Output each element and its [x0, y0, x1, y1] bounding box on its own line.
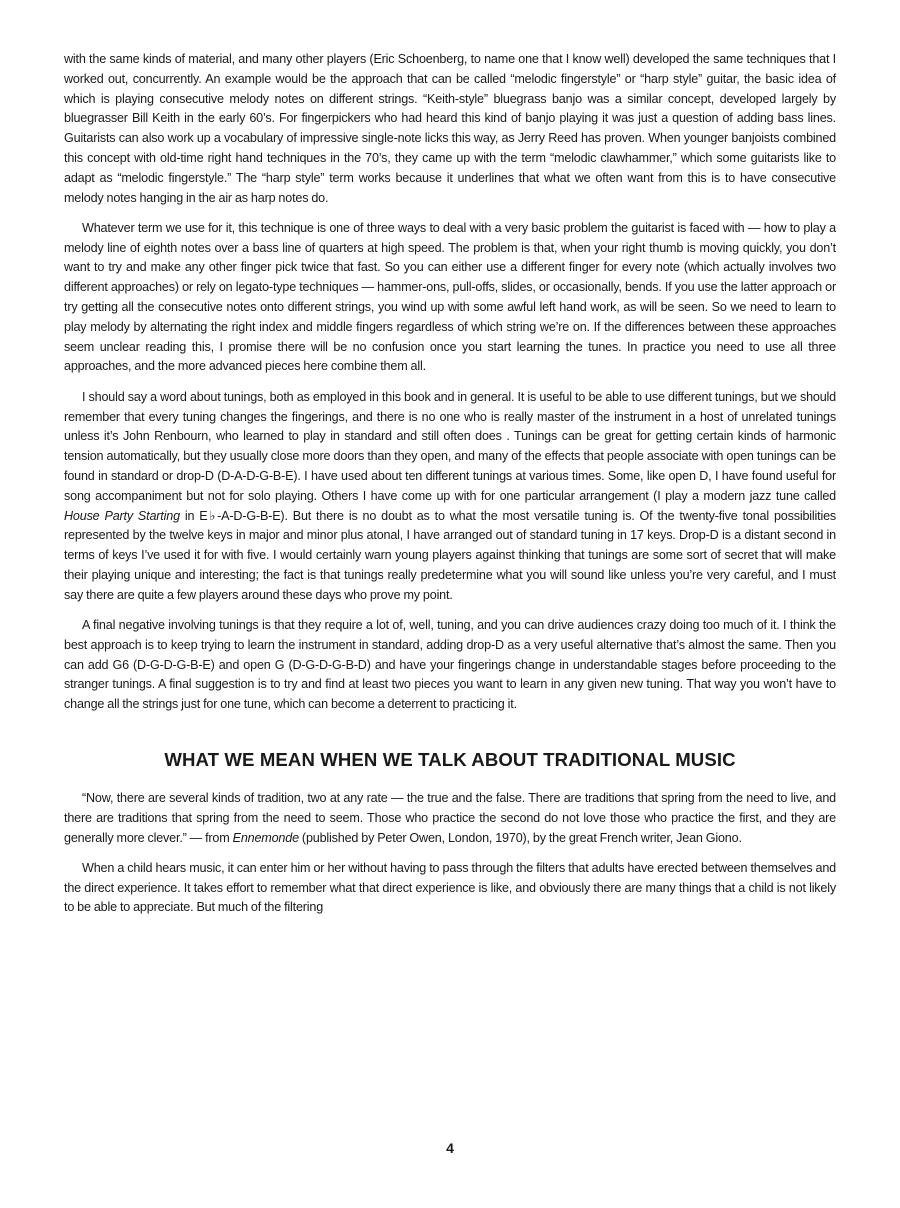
quote-paragraph	[64, 789, 836, 848]
page-number: 4	[446, 1140, 454, 1156]
quote-text-after: (published by Peter Owen, London, 1970), by the great French writer, Jean Giono.	[298, 830, 742, 845]
tunings-text-before: I should say a word about tunings, both as employed in this book and in general. It is useful to be able to use different tunings, but we should remember that every tuning changes the fingerings, and there is no one who is really master of the instrument in a host of unrelated tunings unless it’s John Renbourn, who learned to play in standard and still often does . Tunings can be great for getting certain kinds of harmonic tension automatically, but they usually close more doors than they open, and many of the effects that people associate with open tunings can be found in standard or drop-D (D-A-D-G-B-E). I have used about ten different tunings at various times. Some, like open D, I have found useful for song accompaniment but not for solo playing. Others I have come up with for one particular arrangement (I play a modern jazz tune called	[64, 389, 836, 503]
body-paragraph-child: When a child hears music, it can enter him or her without having to pass through the filters that adults have erected between themselves and the direct experience. It takes effort to remember what that direct experience is like, and obviously there are many things that a child is not likely to be able to appreciate. But much of the filtering	[64, 860, 836, 915]
quote-text-before: “Now, there are several kinds of tradition, two at any rate — the true and the false. There are traditions that spring from the need to live, and there are traditions that spring from the need to seem. Those who practice the second do not love those who practice the first, and they are generally more clever.” — from	[64, 791, 836, 845]
section-heading: WHAT WE MEAN WHEN WE TALK ABOUT TRADITIONAL MUSIC	[164, 749, 736, 770]
tune-title: House Party Starting	[64, 508, 180, 523]
tunings-text-after: in E♭-A-D-G-B-E). But there is no doubt as to what the most versatile tuning is. Of the twenty-five tonal possibilities represented by the twelve keys in major and minor plus atonal, I have arranged out of standard tuning in 17 keys. Drop-D is a distant second in terms of keys I’ve used it for with five. I would certainly warn young players against thinking that tunings are some sort of secret that will make their playing unique and interesting; the fact is that tunings really predetermine what you will sound like unless you’re very careful, and I must say there are quite a few players around these days who prove my point.	[64, 508, 837, 602]
body-paragraph-1: with the same kinds of material, and many other players (Eric Schoenberg, to name one that I know well) developed the same techniques that I worked out, concurrently. An example would be the approach that can be called “melodic fingerstyle” or “harp style” guitar, the basic idea of which is playing consecutive melody notes on different strings. “Keith-style” bluegrass banjo was a similar concept, developed largely by bluegrasser Bill Keith in the early 60’s. For fingerpickers who had heard this kind of banjo playing it was just a question of adding bass lines. Guitarists can also work up a vocabulary of impressive single-note licks this way, as Jerry Reed has proven. When younger banjoists combined this concept with old-time right hand techniques in the 70’s, they came up with the term “melodic clawhammer,” which some guitarists like to adapt as “melodic fingerstyle.” The “harp style” term works because it underlines that what we often want from this is to have consecutive melody notes hanging in the air as harp notes do.	[64, 52, 836, 205]
body-paragraph-tunings	[64, 388, 836, 606]
body-paragraph-negative: A final negative involving tunings is that they require a lot of, well, tuning, and you can drive audiences crazy doing too much of it. I think the best approach is to keep trying to learn the instrument in standard, adding drop-D as a very useful alternative that’s almost the same. Then you can add G6 (D-G-D-G-B-E) and open G (D-G-D-G-B-D) and have your fingerings change in understandable stages before proceeding to the stranger tunings. A final suggestion is to try and find at least two pieces you want to learn in any given new tuning. That way you won’t have to change all the strings just for one tune, which can become a deterrent to practicing it.	[64, 618, 836, 712]
book-title: Ennemonde	[232, 830, 299, 845]
body-paragraph-2: Whatever term we use for it, this technique is one of three ways to deal with a very basic problem the guitarist is faced with — how to play a melody line of eighth notes over a bass line of quarters at high speed. The problem is that, when your right thumb is moving quickly, you don’t want to try and make any other finger pick twice that fast. So you can either use a different finger for every note (which actually involves two different approaches) or rely on legato-type techniques — hammer-ons, pull-offs, slides, or occasionally, bends. If you use the latter approach or try getting all the consecutive notes onto different strings, you wind up with some awful left hand work, as will be seen. So we need to learn to play melody by alternating the right index and middle fingers regardless of which string we’re on. If the differences between these approaches seem unclear reading this, I promise there will be no confusion once you start learning the tunes. In practice you need to use all three approaches, and the more advanced pieces here combine them all.	[64, 220, 836, 374]
